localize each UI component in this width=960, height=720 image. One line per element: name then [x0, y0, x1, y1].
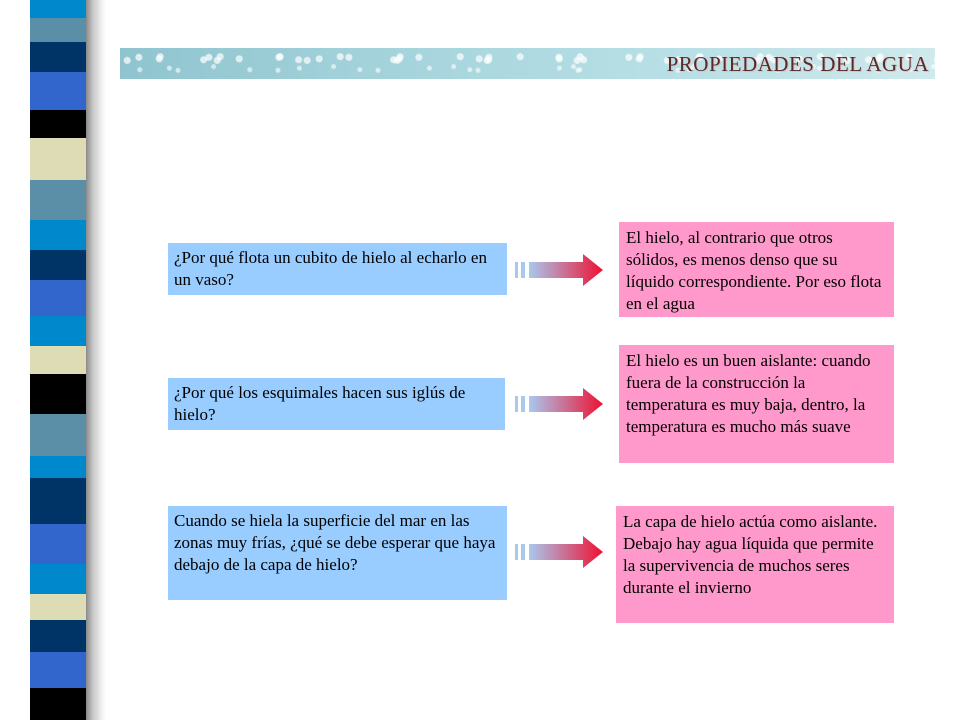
title-banner	[120, 48, 935, 79]
answer-text-1: El hielo, al contrario que otros sólidos, es menos denso que su líquido correspondiente. Por eso flota en el agua	[626, 228, 882, 313]
strip-segment	[30, 72, 86, 110]
strip-segment	[30, 688, 86, 720]
strip-segment	[30, 180, 86, 220]
question-text-1: ¿Por qué flota un cubito de hielo al echarlo en un vaso?	[174, 248, 487, 289]
answer-box-1	[619, 222, 894, 317]
strip-segment	[30, 524, 86, 564]
strip-segment	[30, 346, 86, 374]
arrow-right-icon	[515, 252, 605, 288]
strip-segment	[30, 220, 86, 250]
strip-segment	[30, 374, 86, 414]
question-box-1	[168, 243, 507, 295]
strip-segment	[30, 18, 86, 42]
strip-shadow	[86, 0, 106, 720]
answer-text-3: La capa de hielo actúa como aislante. Debajo hay agua líquida que permite la supervivencia de muchos seres durante el invierno	[623, 512, 878, 597]
strip-segment	[30, 250, 86, 280]
strip-segment	[30, 316, 86, 346]
answer-text-2: El hielo es un buen aislante: cuando fuera de la construcción la temperatura es muy baja, dentro, la temperatura es mucho más suave	[626, 351, 871, 436]
page-title: PROPIEDADES DEL AGUA	[666, 52, 929, 76]
strip-segment	[30, 110, 86, 138]
strip-segment	[30, 620, 86, 652]
strip-segment	[30, 42, 86, 72]
strip-segment	[30, 280, 86, 316]
question-text-3: Cuando se hiela la superficie del mar en las zonas muy frías, ¿qué se debe esperar que haya debajo de la capa de hielo?	[174, 511, 496, 574]
strip-segment	[30, 564, 86, 594]
strip-segment	[30, 478, 86, 524]
question-box-3	[168, 506, 507, 600]
strip-segment	[30, 414, 86, 456]
question-text-2: ¿Por qué los esquimales hacen sus iglús de hielo?	[174, 383, 466, 424]
answer-box-2	[619, 345, 894, 463]
question-box-2	[168, 378, 505, 430]
decorative-strip	[30, 0, 86, 720]
strip-segment	[30, 594, 86, 620]
arrow-right-icon	[515, 386, 605, 422]
strip-segment	[30, 138, 86, 180]
arrow-right-icon	[515, 534, 605, 570]
strip-segment	[30, 0, 86, 18]
strip-segment	[30, 652, 86, 688]
answer-box-3	[616, 506, 894, 623]
strip-segment	[30, 456, 86, 478]
